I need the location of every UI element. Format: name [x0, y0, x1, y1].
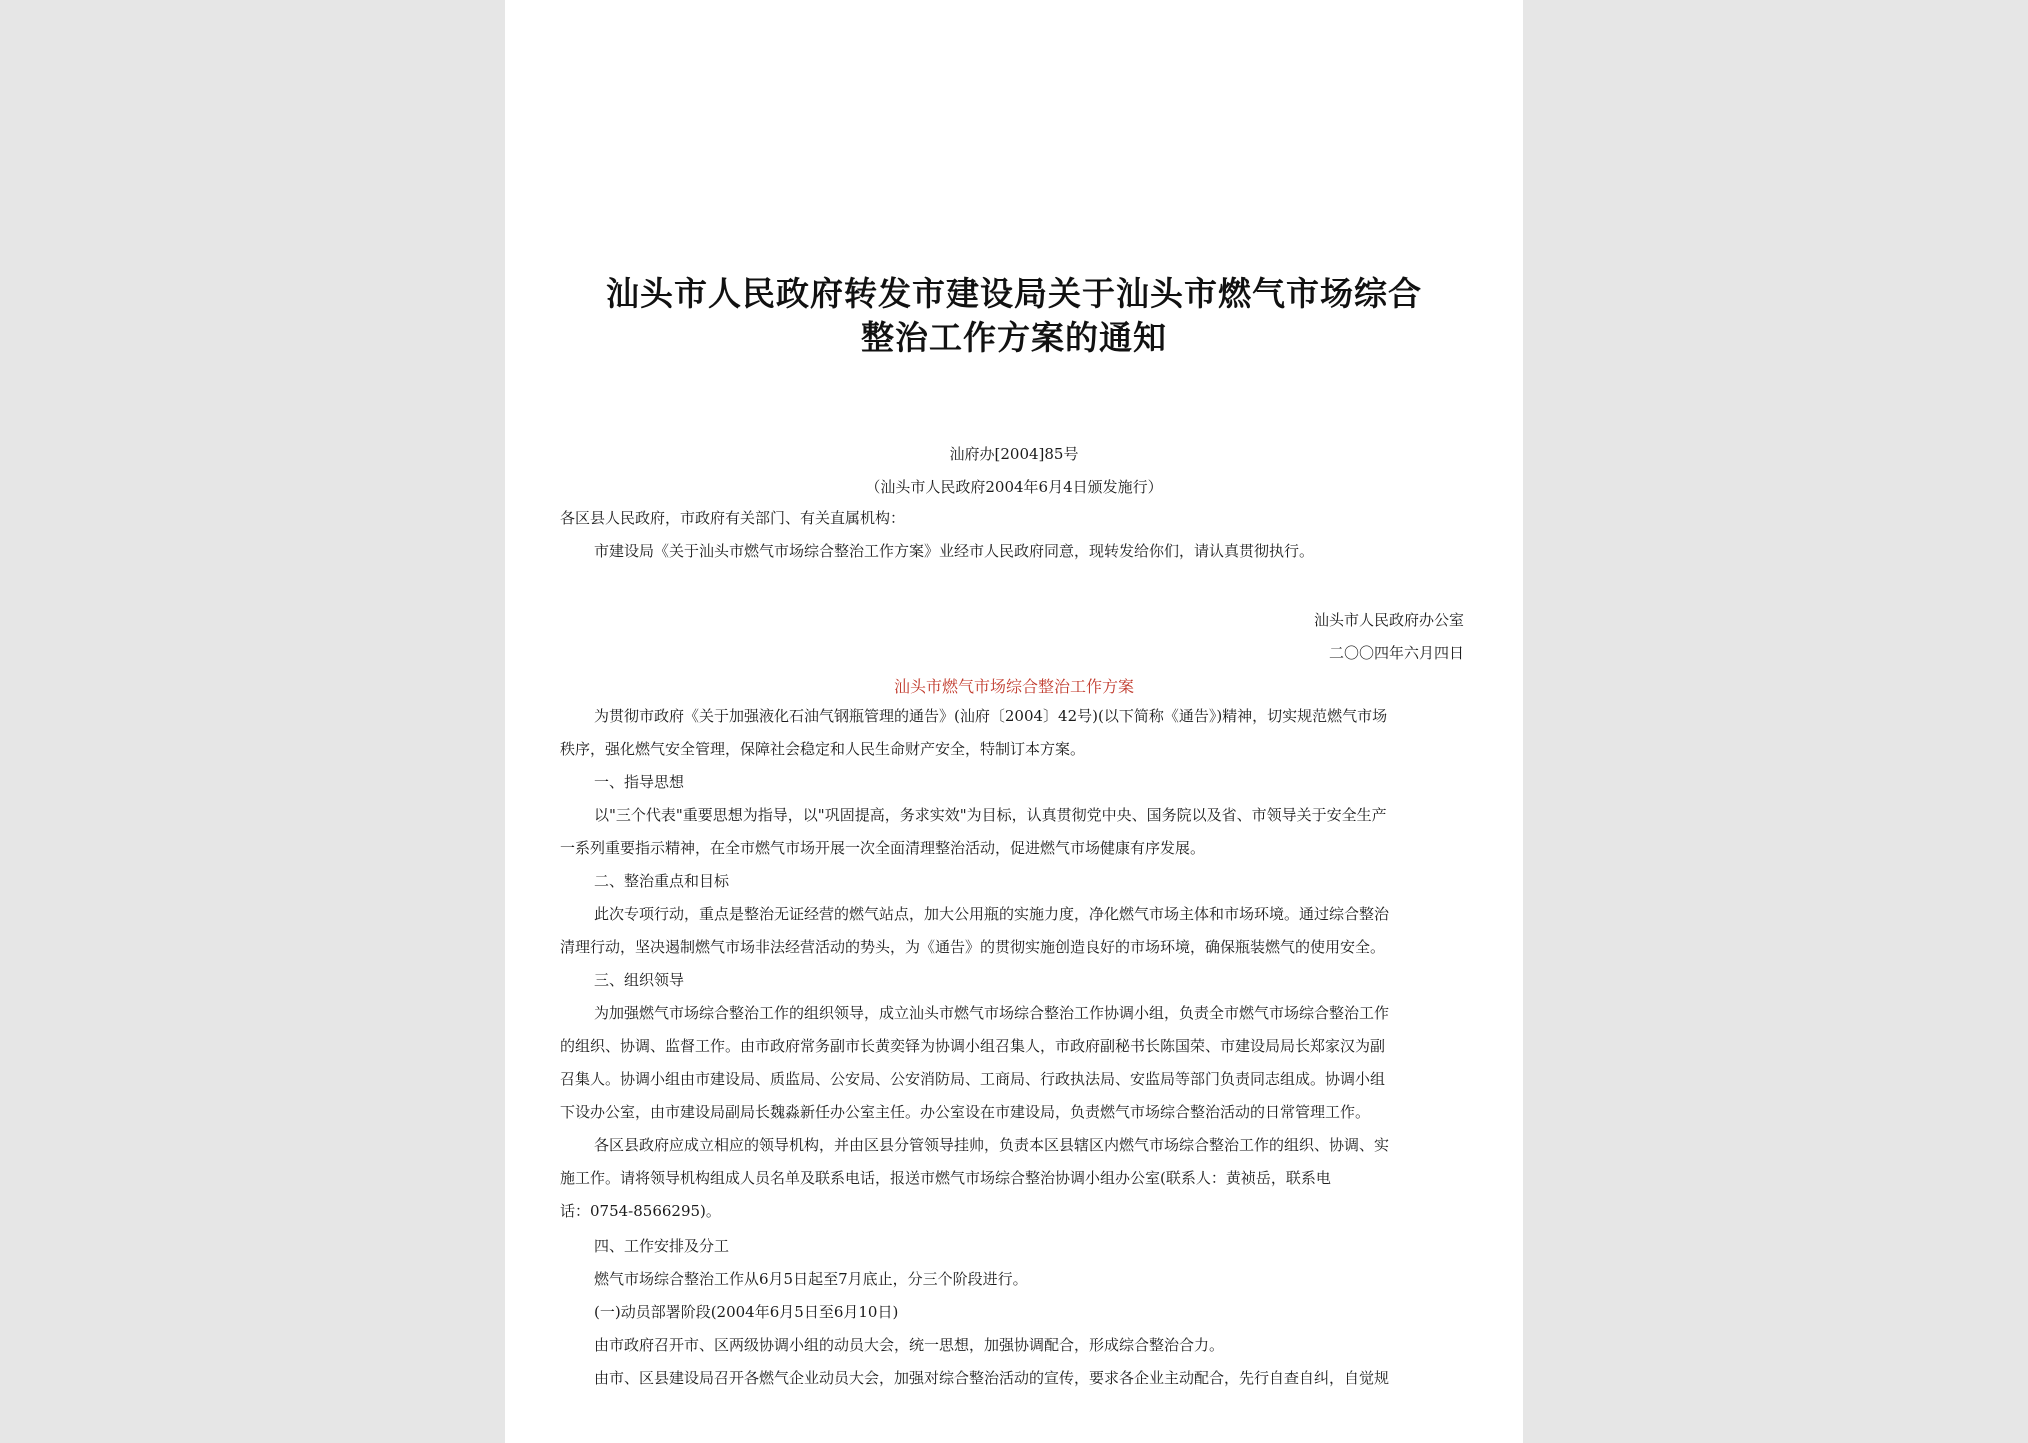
- body-line: 下设办公室，由市建设局副局长魏淼新任办公室主任。办公室设在市建设局，负责燃气市场综合整治活动的日常管理工作。: [560, 1103, 1371, 1121]
- body-line: 燃气市场综合整治工作从6月5日起至7月底止，分三个阶段进行。: [594, 1270, 1028, 1288]
- heading-guiding-ideology: 一、指导思想: [594, 773, 685, 791]
- document-title-line-2: 整治工作方案的通知: [861, 318, 1167, 357]
- body-line: 召集人。协调小组由市建设局、质监局、公安局、公安消防局、工商局、行政执法局、安监局等部门负责同志组成。协调小组: [560, 1070, 1386, 1088]
- heading-organization: 三、组织领导: [594, 971, 685, 989]
- section-title: 汕头市燃气市场综合整治工作方案: [893, 677, 1134, 696]
- body-line: 由市政府召开市、区两级协调小组的动员大会，统一思想，加强协调配合，形成综合整治合力。: [594, 1336, 1225, 1354]
- body-line: 施工作。请将领导机构组成人员名单及联系电话，报送市燃气市场综合整治协调小组办公室(联系人：黄祯岳，联系电: [560, 1169, 1331, 1187]
- issued-note: （汕头市人民政府2004年6月4日颁发施行）: [865, 478, 1163, 496]
- intro-paragraph: 市建设局《关于汕头市燃气市场综合整治工作方案》业经市人民政府同意，现转发给你们，请认真贯彻执行。: [594, 542, 1315, 560]
- heading-schedule: 四、工作安排及分工: [594, 1237, 730, 1255]
- body-line: 此次专项行动，重点是整治无证经营的燃气站点，加大公用瓶的实施力度，净化燃气市场主体和市场环境。通过综合整治: [594, 905, 1390, 923]
- signature-date: 二〇〇四年六月四日: [1328, 644, 1464, 662]
- signature-org: 汕头市人民政府办公室: [1313, 611, 1464, 629]
- phase-heading: (一)动员部署阶段(2004年6月5日至6月10日): [594, 1303, 899, 1321]
- body-line: 为加强燃气市场综合整治工作的组织领导，成立汕头市燃气市场综合整治工作协调小组，负责全市燃气市场综合整治工作: [594, 1004, 1390, 1022]
- body-line: 为贯彻市政府《关于加强液化石油气钢瓶管理的通告》(汕府〔2004〕42号)(以下简称《通告》)精神，切实规范燃气市场: [594, 707, 1388, 725]
- body-line: 一系列重要指示精神，在全市燃气市场开展一次全面清理整治活动，促进燃气市场健康有序发展。: [560, 839, 1206, 857]
- body-line: 以"三个代表"重要思想为指导，以"巩固提高，务求实效"为目标，认真贯彻党中央、国务院以及省、市领导关于安全生产: [594, 806, 1387, 824]
- addressee: 各区县人民政府，市政府有关部门、有关直属机构：: [560, 509, 906, 527]
- body-line: 由市、区县建设局召开各燃气企业动员大会，加强对综合整治活动的宣传，要求各企业主动配合，先行自查自纠，自觉规: [594, 1369, 1390, 1387]
- body-line: 清理行动，坚决遏制燃气市场非法经营活动的势头，为《通告》的贯彻实施创造良好的市场环境，确保瓶装燃气的使用安全。: [560, 938, 1386, 956]
- document-title-line-1: 汕头市人民政府转发市建设局关于汕头市燃气市场综合: [606, 274, 1422, 313]
- body-line: 的组织、协调、监督工作。由市政府常务副市长黄奕铎为协调小组召集人，市政府副秘书长陈国荣、市建设局局长郑家汉为副: [560, 1037, 1386, 1055]
- document-number: 汕府办[2004]85号: [949, 445, 1079, 463]
- document-page: [505, 0, 1523, 1443]
- body-line: 话：0754-8566295)。: [560, 1202, 721, 1220]
- body-line: 秩序，强化燃气安全管理，保障社会稳定和人民生命财产安全，特制订本方案。: [560, 740, 1086, 758]
- heading-key-targets: 二、整治重点和目标: [594, 872, 730, 890]
- body-line: 各区县政府应成立相应的领导机构，并由区县分管领导挂帅，负责本区县辖区内燃气市场综合整治工作的组织、协调、实: [594, 1136, 1390, 1154]
